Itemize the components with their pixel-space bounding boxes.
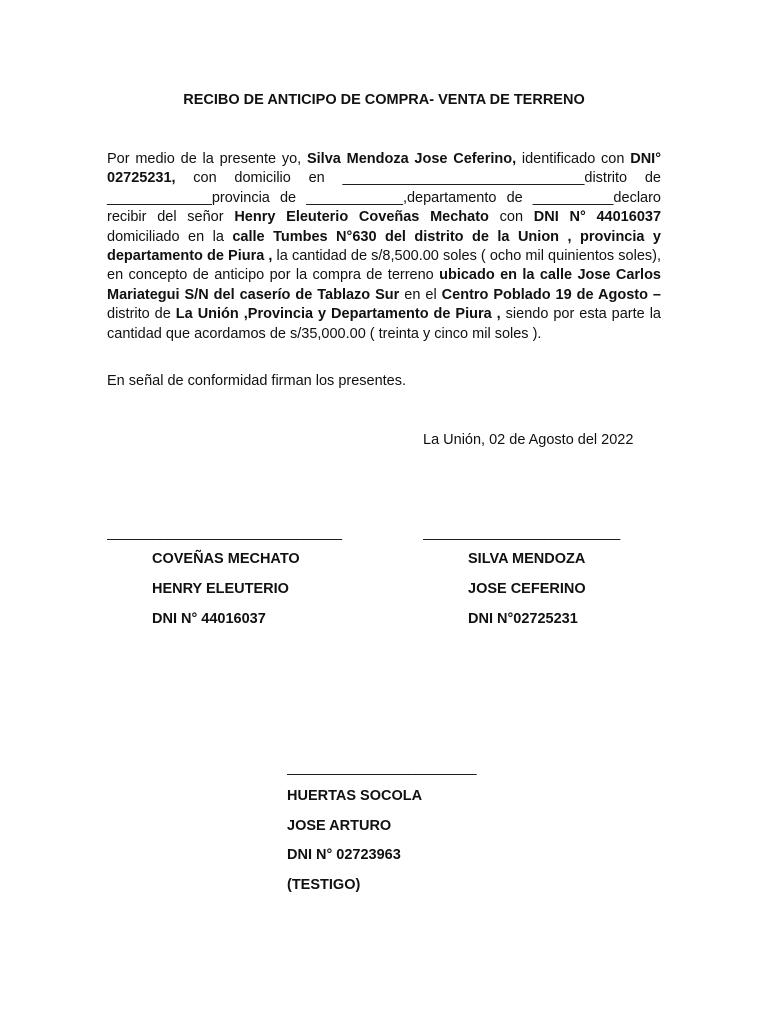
text-segment: con domicilio en ______________________________distrito de _____________provincia de ____________,departamento de __________declaro recibir del señor <box>107 170 661 226</box>
text-segment: en el <box>399 286 442 303</box>
text-segment: la cantidad de s/8,500.00 soles ( ocho mil quinientos soles), en concepto de anticipo por la compra de terreno <box>107 248 661 284</box>
text-segment: con <box>488 209 534 226</box>
signature-line-left: _______________________________ <box>107 525 342 541</box>
district-province: La Unión ,Provincia y Departamento de Piura , <box>175 306 501 323</box>
buyer-dni: DNI N° 44016037 <box>533 209 662 226</box>
left-signer-surname: COVEÑAS MECHATO <box>152 551 300 567</box>
buyer-address: calle Tumbes N°630 del distrito de la Union , provincia y departamento de Piura , <box>107 228 661 265</box>
body-paragraph <box>107 150 661 344</box>
seller-name: Silva Mendoza Jose Ceferino, <box>306 151 517 167</box>
text-segment: siendo por esta parte la cantidad que acordamos de s/35,000.00 ( treinta y cinco mil soles ). <box>107 306 661 342</box>
text-segment: domiciliado en la <box>107 228 233 245</box>
witness-surname: HUERTAS SOCOLA <box>287 788 423 804</box>
seller-dni: DNI° 02725231, <box>107 151 661 187</box>
text-segment: Por medio de la presente yo, <box>107 151 307 167</box>
signature-line-witness: _________________________ <box>287 760 477 776</box>
right-signer-given-name: JOSE CEFERINO <box>468 581 586 597</box>
text-segment: distrito de <box>107 306 176 323</box>
witness-dni: DNI N° 02723963 <box>287 847 401 863</box>
buyer-name: Henry Eleuterio Coveñas Mechato <box>234 209 489 226</box>
left-signer-given-name: HENRY ELEUTERIO <box>152 581 289 597</box>
document-title: RECIBO DE ANTICIPO DE COMPRA- VENTA DE TERRENO <box>183 92 585 108</box>
witness-role: (TESTIGO) <box>287 877 361 893</box>
text-segment: identificado con <box>516 151 631 167</box>
land-location: ubicado en la calle Jose Carlos Mariategui S/N del caserío de Tablazo Sur <box>107 267 661 303</box>
centro-poblado: Centro Poblado 19 de Agosto – <box>441 286 662 303</box>
left-signer-dni: DNI N° 44016037 <box>152 611 266 627</box>
right-signer-surname: SILVA MENDOZA <box>468 551 586 567</box>
signature-line-right: __________________________ <box>423 525 620 541</box>
right-signer-dni: DNI N°02725231 <box>468 611 578 627</box>
place-date: La Unión, 02 de Agosto del 2022 <box>423 432 634 448</box>
conformity-statement: En señal de conformidad firman los presentes. <box>107 373 407 389</box>
witness-given-name: JOSE ARTURO <box>287 818 392 834</box>
